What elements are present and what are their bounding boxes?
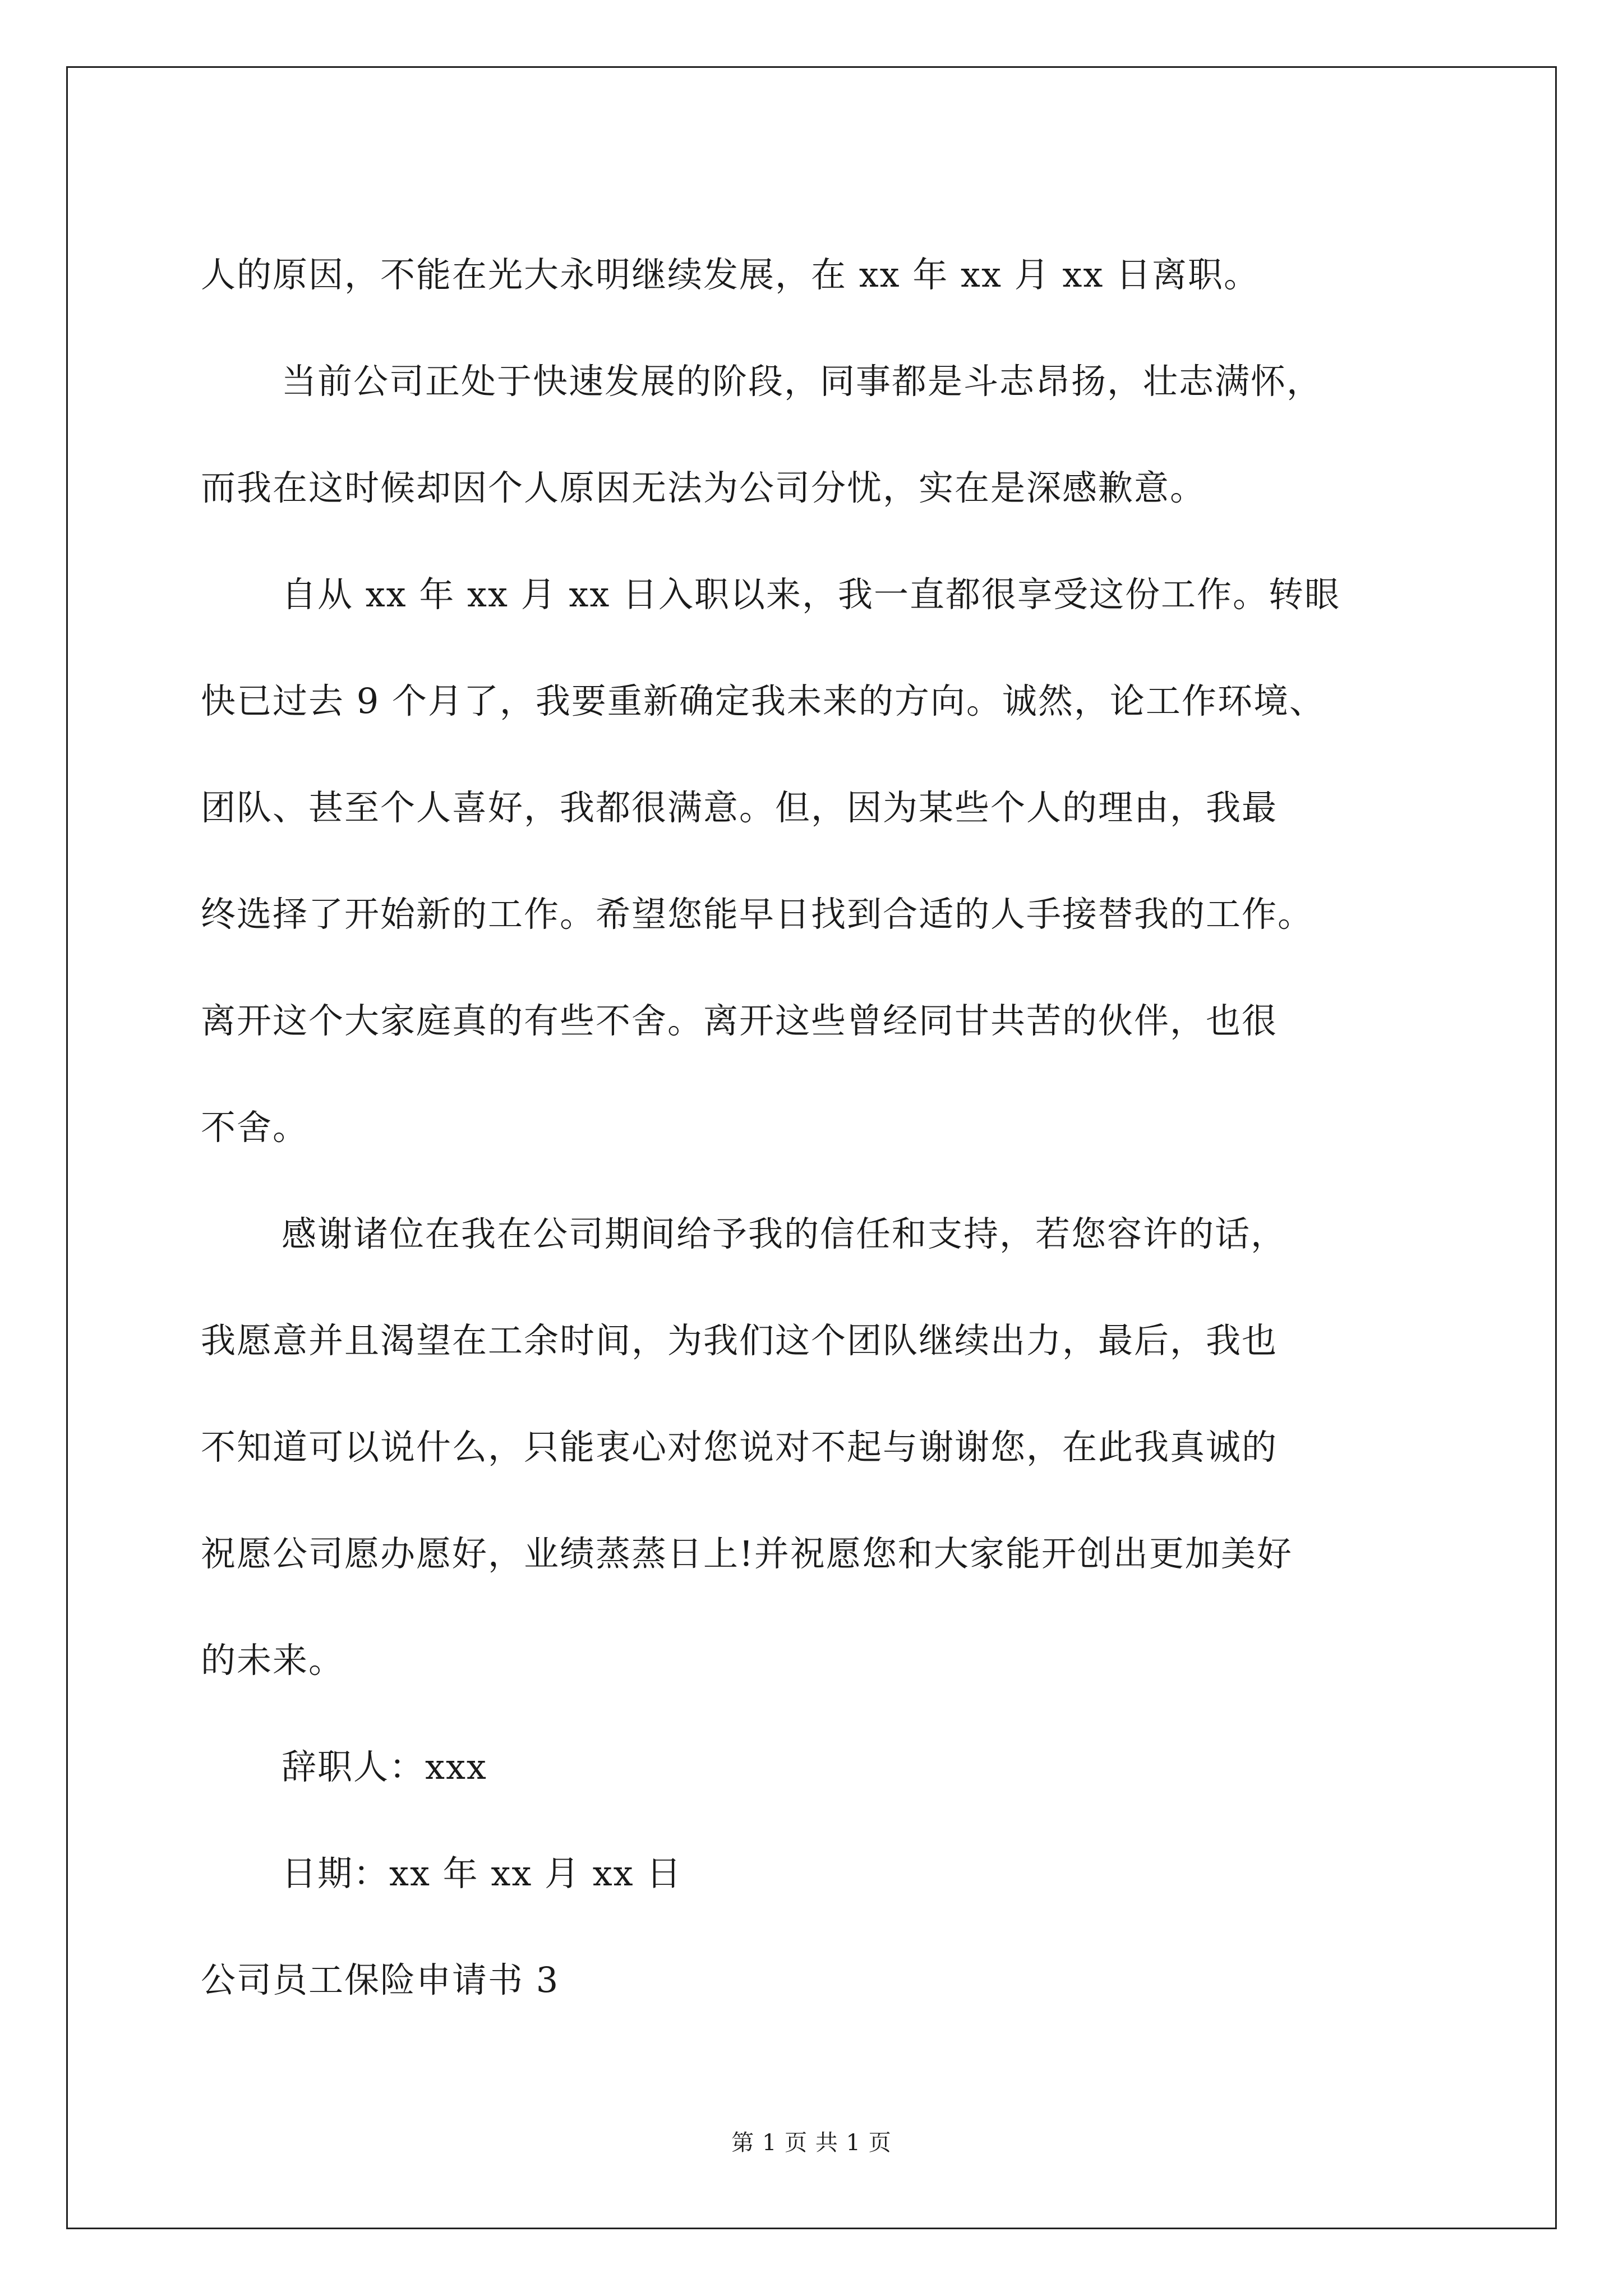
text-line: 当前公司正处于快速发展的阶段，同事都是斗志昂扬，壮志满怀， [282, 361, 1323, 402]
text-line: 的未来。 [201, 1640, 345, 1681]
document-body [201, 222, 1451, 2033]
text-line: 不知道可以说什么，只能衷心对您说对不起与谢谢您，在此我真诚的 [201, 1427, 1278, 1467]
text-line: 终选择了开始新的工作。希望您能早日找到合适的人手接替我的工作。 [201, 894, 1314, 935]
text-line: 自从 xx 年 xx 月 xx 日入职以来，我一直都很享受这份工作。转眼 [282, 574, 1341, 615]
page-footer: 第 1 页 共 1 页 [731, 2130, 892, 2156]
text-line: 我愿意并且渴望在工余时间，为我们这个团队继续出力，最后，我也 [201, 1320, 1278, 1361]
text-line: 而我在这时候却因个人原因无法为公司分忧，实在是深感歉意。 [201, 467, 1206, 508]
section-heading: 公司员工保险申请书 3 [201, 1959, 560, 2000]
text-line: 团队、甚至个人喜好，我都很满意。但，因为某些个人的理由，我最 [201, 787, 1278, 828]
text-line: 祝愿公司愿办愿好，业绩蒸蒸日上!并祝愿您和大家能开创出更加美好 [201, 1533, 1293, 1574]
text-line: 快已过去 9 个月了，我要重新确定我未来的方向。诚然，论工作环境、 [201, 680, 1325, 721]
text-line: 人的原因，不能在光大永明继续发展，在 xx 年 xx 月 xx 日离职。 [201, 254, 1260, 295]
signature-line: 辞职人：xxx [282, 1746, 487, 1787]
text-line: 离开这个大家庭真的有些不舍。离开这些曾经同甘共苦的伙伴，也很 [201, 1000, 1278, 1041]
date-line: 日期：xx 年 xx 月 xx 日 [282, 1853, 683, 1894]
text-line: 不舍。 [201, 1107, 309, 1148]
text-line: 感谢诸位在我在公司期间给予我的信任和支持，若您容许的话， [282, 1213, 1287, 1254]
